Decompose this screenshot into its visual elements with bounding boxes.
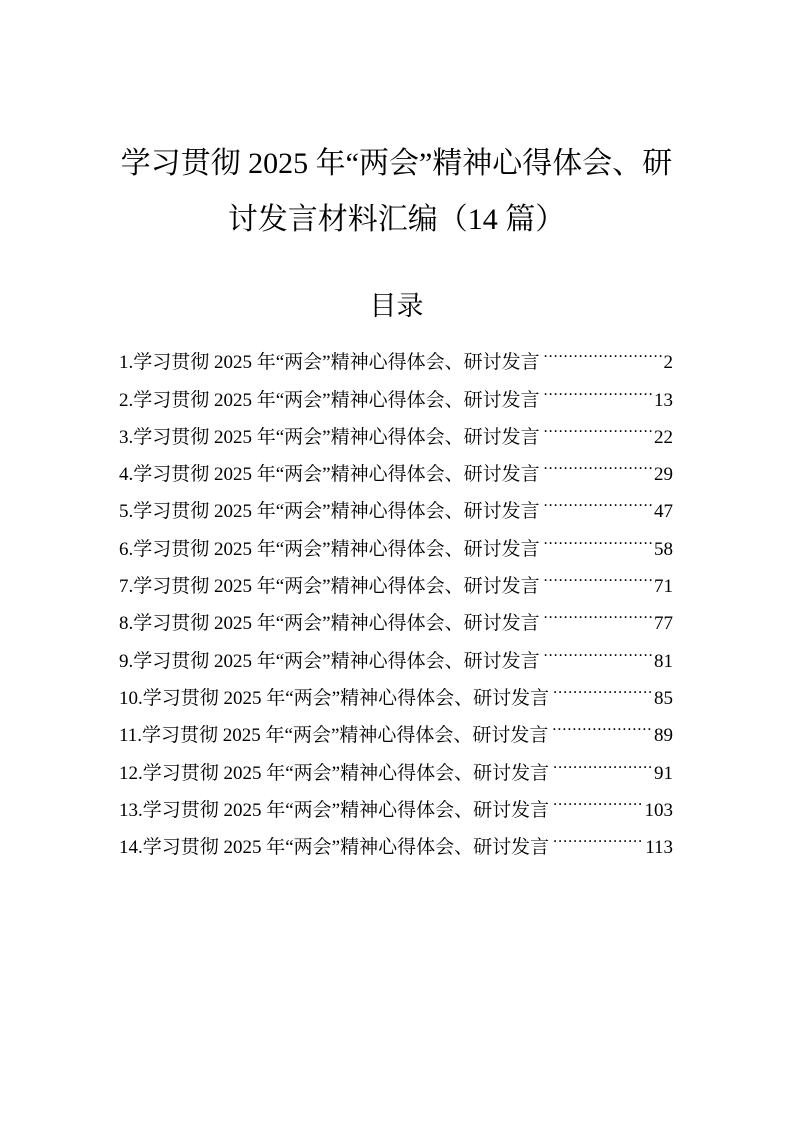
toc-entry-page: 71 — [654, 576, 673, 598]
toc-leader-dots — [544, 368, 652, 405]
toc-entry-label: 1.学习贯彻 2025 年“两会”精神心得体会、研讨发言 — [119, 352, 540, 374]
toc-entry-label: 6.学习贯彻 2025 年“两会”精神心得体会、研讨发言 — [119, 538, 540, 560]
toc-entry-label: 12.学习贯彻 2025 年“两会”精神心得体会、研讨发言 — [119, 762, 550, 784]
toc-entry-page: 85 — [654, 687, 673, 709]
toc-entry-page: 81 — [654, 650, 673, 672]
toc-entry-label: 10.学习贯彻 2025 年“两会”精神心得体会、研讨发言 — [119, 687, 550, 709]
toc-leader-dots — [553, 779, 642, 816]
toc-leader-dots — [544, 406, 652, 443]
toc-entry[interactable] — [119, 331, 673, 374]
toc-leader-dots — [544, 555, 652, 592]
toc-entry-label: 11.学习贯彻 2025 年“两会”精神心得体会、研讨发言 — [119, 725, 549, 747]
title-line-1: 学习贯彻 2025 年“两会”精神心得体会、研 — [120, 147, 673, 180]
toc-leader-dots — [544, 443, 652, 480]
document-title — [0, 138, 793, 246]
toc-entry-label: 2.学习贯彻 2025 年“两会”精神心得体会、研讨发言 — [119, 389, 540, 411]
title-line-2: 讨发言材料汇编（14 篇） — [227, 203, 566, 236]
toc-entry-label: 5.学习贯彻 2025 年“两会”精神心得体会、研讨发言 — [119, 501, 540, 523]
toc-leader-dots — [544, 331, 662, 368]
toc-entry-page: 22 — [654, 426, 673, 448]
toc-entry-label: 4.学习贯彻 2025 年“两会”精神心得体会、研讨发言 — [119, 464, 540, 486]
toc-entry-page: 103 — [644, 799, 673, 821]
toc-leader-dots — [553, 816, 643, 853]
toc-heading: 目录 — [369, 291, 424, 321]
toc-leader-dots — [544, 629, 652, 666]
toc-entry-page: 89 — [654, 725, 673, 747]
toc-entry-page: 29 — [654, 464, 673, 486]
toc-entry-label: 7.学习贯彻 2025 年“两会”精神心得体会、研讨发言 — [119, 576, 540, 598]
toc-leader-dots — [544, 517, 652, 554]
toc-entry-page: 77 — [654, 613, 673, 635]
toc-entry-label: 8.学习贯彻 2025 年“两会”精神心得体会、研讨发言 — [119, 613, 540, 635]
toc-leader-dots — [544, 480, 652, 517]
toc-leader-dots — [552, 704, 652, 741]
toc-entry-page: 47 — [654, 501, 673, 523]
toc-leader-dots — [544, 592, 652, 629]
toc-entry-label: 3.学习贯彻 2025 年“两会”精神心得体会、研讨发言 — [119, 426, 540, 448]
table-of-contents — [119, 331, 673, 859]
toc-entry-page: 91 — [654, 762, 673, 784]
toc-leader-dots — [553, 741, 652, 778]
toc-entry-page: 2 — [663, 352, 673, 374]
toc-entry-page: 113 — [645, 837, 673, 859]
toc-entry-page: 58 — [654, 538, 673, 560]
toc-entry-page: 13 — [654, 389, 673, 411]
toc-leader-dots — [553, 667, 652, 704]
toc-entry-label: 13.学习贯彻 2025 年“两会”精神心得体会、研讨发言 — [119, 799, 550, 821]
toc-entry-label: 9.学习贯彻 2025 年“两会”精神心得体会、研讨发言 — [119, 650, 540, 672]
toc-entry-label: 14.学习贯彻 2025 年“两会”精神心得体会、研讨发言 — [119, 837, 550, 859]
